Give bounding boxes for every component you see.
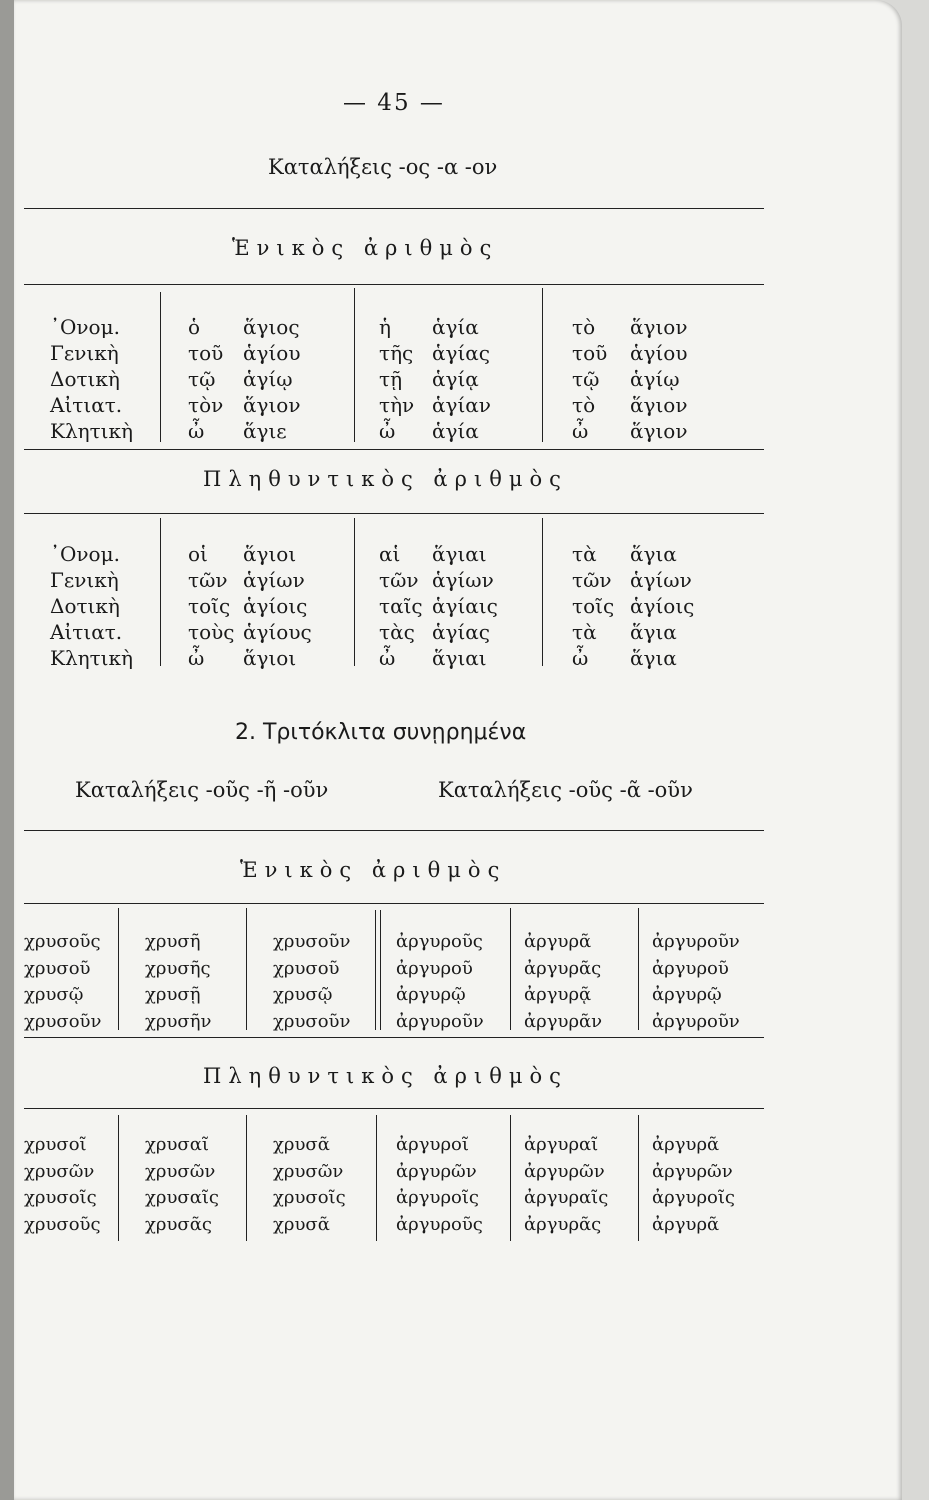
declension-column: ἀργυροῦν ἀργυροῦ ἀργυρῷ ἀργυροῦν (652, 931, 740, 1032)
case-labels: ᾿Ονομ. Γενικὴ Δοτικὴ Αἰτιατ. Κλητικὴ (50, 315, 133, 443)
declension-column: ἀργυρᾶ ἀργυρᾶς ἀργυρᾷ ἀργυρᾶν (524, 931, 603, 1032)
word-column: ἅγια ἁγίων ἁγίοις ἅγια ἅγια (630, 542, 695, 670)
plural-heading: Πληθυντικὸς ἀριθμὸς (203, 467, 568, 491)
singular-heading: Ἑνικὸς ἀριθμὸς (240, 858, 507, 882)
declension-column: ἀργυροῦς ἀργυροῦ ἀργυρῷ ἀργυροῦν (396, 931, 484, 1032)
rule (24, 208, 764, 209)
endings-heading-right: Καταλήξεις -οῦς -ᾶ -οῦν (438, 778, 693, 802)
declension-column: χρυσοῖ χρυσῶν χρυσοῖς χρυσοῦς (24, 1134, 101, 1235)
declension-column: ἀργυροῖ ἀργυρῶν ἀργυροῖς ἀργυροῦς (396, 1134, 483, 1235)
declension-column: ἀργυρᾶ ἀργυρῶν ἀργυροῖς ἀργυρᾶ (652, 1134, 735, 1235)
column-rule (376, 1115, 377, 1241)
plural-heading: Πληθυντικὸς ἀριθμὸς (203, 1064, 568, 1088)
rule (24, 1037, 764, 1038)
rule (24, 830, 764, 831)
column-rule (354, 518, 355, 666)
section-title: 2. Τριτόκλιτα συνῃρημένα (235, 720, 527, 745)
column-rule (375, 910, 376, 1030)
column-rule (542, 518, 543, 666)
column-rule (160, 292, 161, 442)
word-column: ἅγιον ἁγίου ἁγίῳ ἅγιον ἅγιον (630, 315, 688, 443)
column-rule (510, 908, 511, 1030)
rule (24, 449, 764, 450)
word-column: ἅγιοι ἁγίων ἁγίοις ἁγίους ἅγιοι (243, 542, 312, 670)
column-rule (118, 908, 119, 1030)
page-edge (0, 0, 14, 1500)
declension-column: χρυσᾶ χρυσῶν χρυσοῖς χρυσᾶ (273, 1134, 346, 1235)
singular-heading: Ἑνικὸς ἀριθμὸς (232, 236, 499, 260)
rule (24, 903, 764, 904)
article-column: αἱ τῶν ταῖς τὰς ὦ (379, 542, 423, 670)
article-column: ὁ τοῦ τῷ τὸν ὦ (188, 315, 224, 443)
column-rule (160, 518, 161, 666)
article-column: τὸ τοῦ τῷ τὸ ὦ (572, 315, 608, 443)
column-rule (638, 1115, 639, 1241)
endings-heading-left: Καταλήξεις -οῦς -ῆ -οῦν (75, 778, 329, 802)
page-number: — 45 — (343, 90, 445, 116)
article-column: ἡ τῆς τῇ τὴν ὦ (379, 315, 415, 443)
endings-heading: Καταλήξεις -ος -α -ον (268, 155, 498, 179)
word-column: ἅγιος ἁγίου ἁγίῳ ἅγιον ἅγιε (243, 315, 301, 443)
declension-column: χρυσοῦς χρυσοῦ χρυσῷ χρυσοῦν (24, 931, 102, 1032)
rule (24, 513, 764, 514)
column-rule (638, 908, 639, 1030)
word-column: ἁγία ἁγίας ἁγίᾳ ἁγίαν ἁγία (432, 315, 491, 443)
column-rule (380, 910, 381, 1030)
column-rule (510, 1115, 511, 1241)
column-rule (246, 1115, 247, 1241)
article-column: τὰ τῶν τοῖς τὰ ὦ (572, 542, 615, 670)
declension-column: χρυσῆ χρυσῆς χρυσῇ χρυσῆν (145, 931, 212, 1032)
column-rule (542, 288, 543, 442)
rule (24, 1108, 764, 1109)
article-column: οἱ τῶν τοῖς τοὺς ὦ (188, 542, 235, 670)
case-labels: ᾿Ονομ. Γενικὴ Δοτικὴ Αἰτιατ. Κλητικὴ (50, 542, 133, 670)
declension-column: ἀργυραῖ ἀργυρῶν ἀργυραῖς ἀργυρᾶς (524, 1134, 609, 1235)
declension-column: χρυσοῦν χρυσοῦ χρυσῷ χρυσοῦν (273, 931, 351, 1032)
page (14, 0, 902, 1500)
column-rule (354, 288, 355, 442)
rule (24, 284, 764, 285)
column-rule (246, 908, 247, 1030)
column-rule (118, 1115, 119, 1241)
declension-column: χρυσαῖ χρυσῶν χρυσαῖς χρυσᾶς (145, 1134, 220, 1235)
word-column: ἅγιαι ἁγίων ἁγίαις ἁγίας ἅγιαι (432, 542, 498, 670)
